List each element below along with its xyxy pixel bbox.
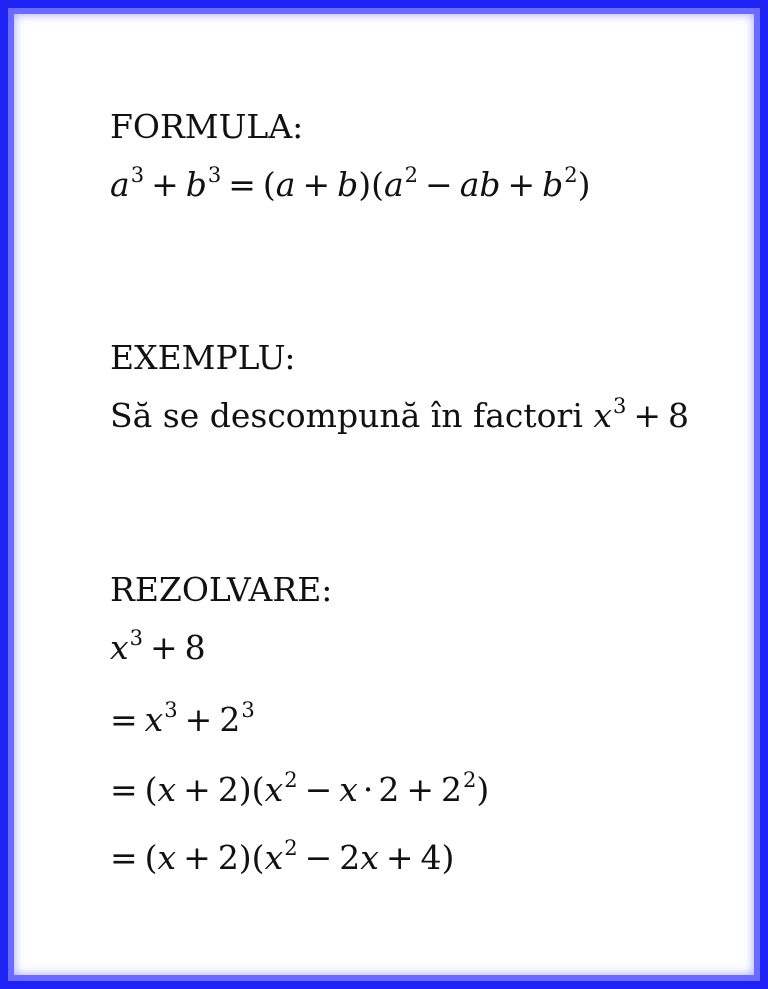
- solution-step-4: = $(x + 2)(x^2 - 2x + 4)$: [110, 836, 455, 877]
- example-heading: EXEMPLU:: [110, 338, 296, 377]
- formula-heading: FORMULA:: [110, 107, 304, 146]
- example-expression: $x^3 + 8$: [593, 394, 690, 435]
- solution-step-1: $x^3 + 8$: [110, 626, 206, 667]
- solution-heading: REZOLVARE:: [110, 570, 333, 609]
- solution-step-3: = $(x + 2)(x^2 - x \cdot 2 + 2^2)$: [110, 768, 490, 809]
- example-text: Să se descompună în factori: [110, 396, 583, 435]
- formula-equation: $a^3 + b^3 = (a + b)(a^2$ − ab + $b^2$): [110, 163, 591, 204]
- example-statement: [110, 396, 689, 440]
- solution-step-2: = $x^3 + 2^3$: [110, 698, 255, 739]
